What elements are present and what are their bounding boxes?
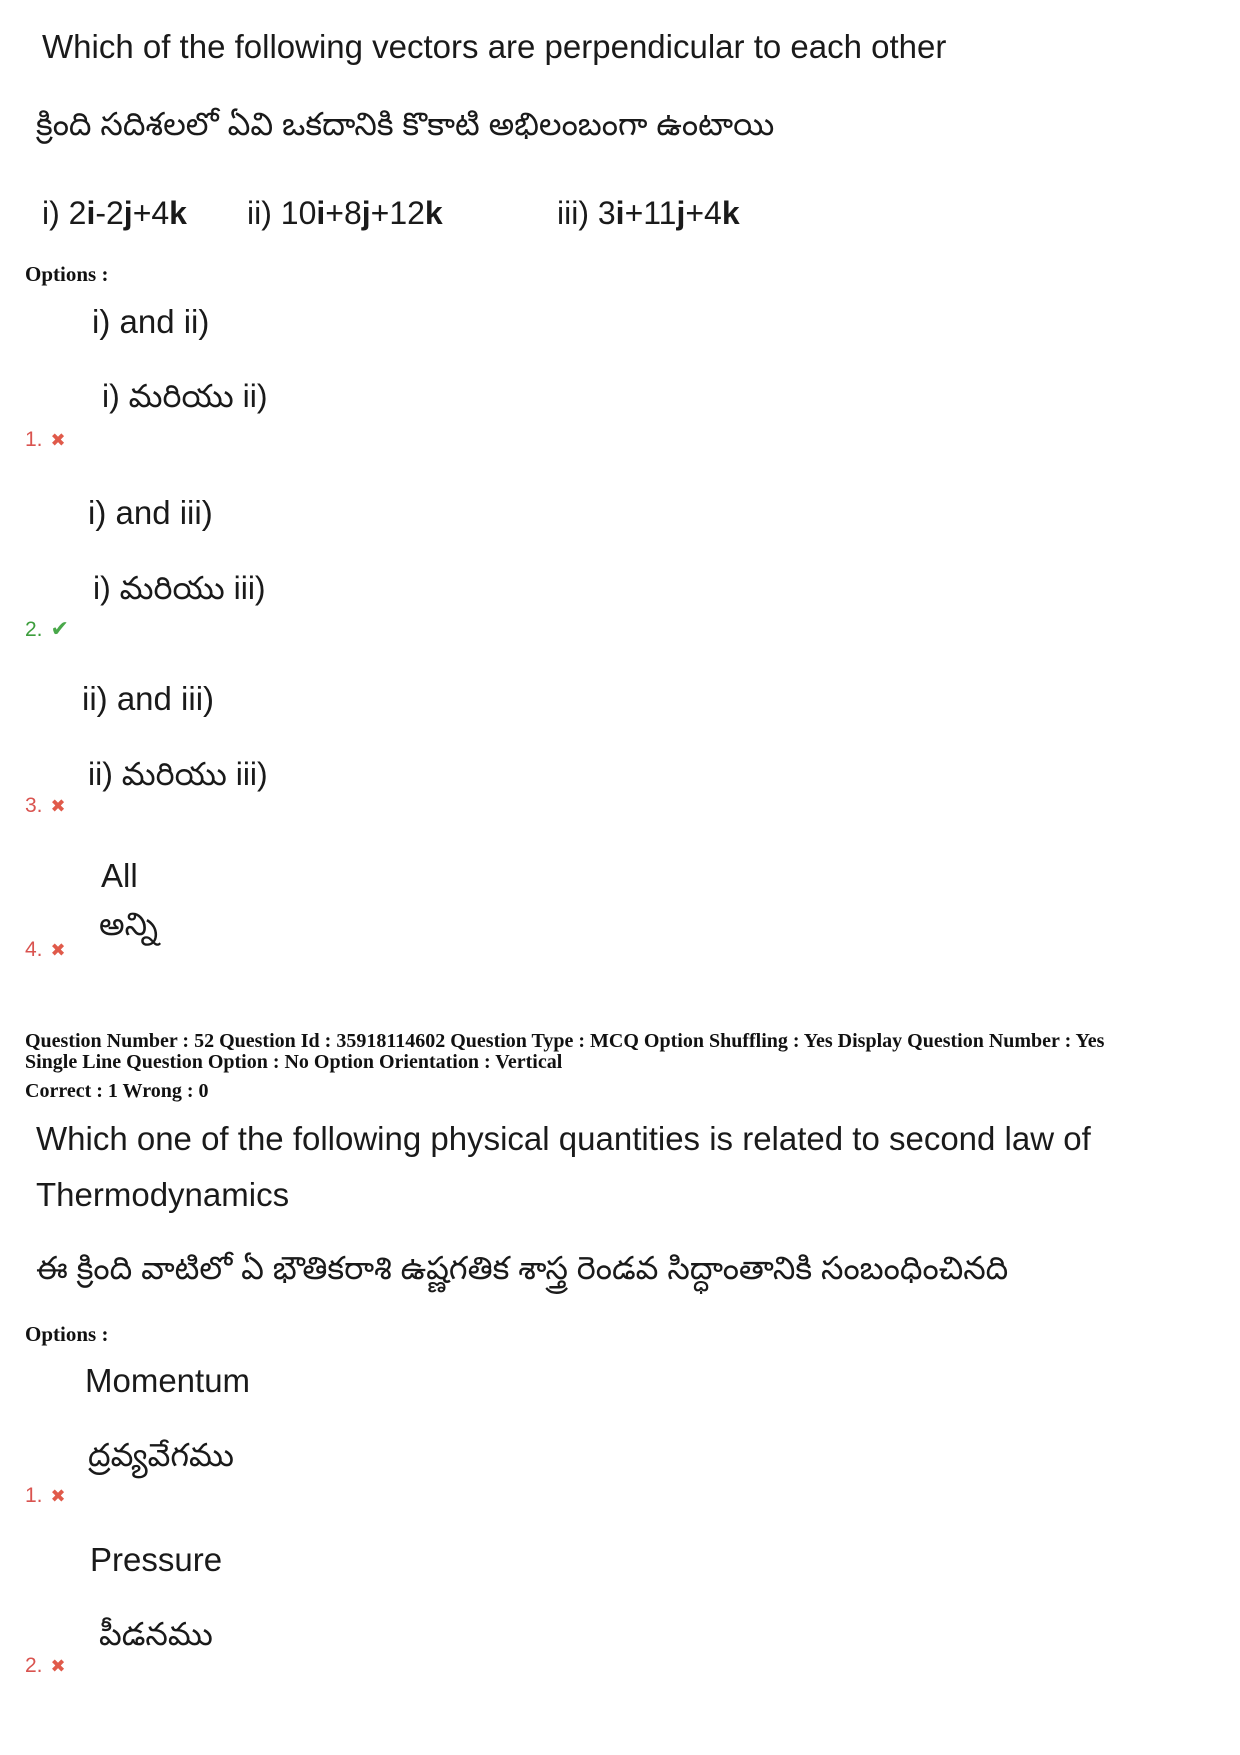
q52-option-1-text-te: ద్రవ్యవేగము (88, 1437, 234, 1473)
option-4-number[interactable]: 4. ✖ (25, 938, 66, 961)
q52-option-2-text-te: పీడనము (99, 1616, 213, 1652)
cross-icon: ✖ (50, 940, 66, 960)
q52-option-2-text-en: Pressure (90, 1541, 223, 1578)
cross-icon: ✖ (50, 430, 66, 450)
option-3-number[interactable]: 3. ✖ (25, 794, 66, 817)
question-text-en-line1: Which one of the following physical quantities is related to second law of (36, 1120, 1091, 1157)
cross-icon: ✖ (50, 1656, 66, 1676)
question-text-te: ఈ క్రింది వాటిలో ఏ భౌతికరాశి ఉష్ణగతిక శాస్త్ర రెండవ సిద్ధాంతానికి సంబంధించినది (36, 1250, 1009, 1286)
vector-1: i) 2i-2j+4k (42, 195, 187, 231)
question-text-en: Which of the following vectors are perpendicular to each other (42, 28, 947, 65)
option-2-number[interactable]: 2. ✔ (25, 616, 69, 641)
option-4-text-en: All (101, 857, 138, 894)
cross-icon: ✖ (50, 796, 66, 816)
options-label: Options : (25, 1322, 109, 1346)
option-1-text-te: i) మరియు ii) (102, 378, 268, 414)
option-1-text-en: i) and ii) (92, 303, 210, 340)
vector-list (42, 195, 187, 232)
option-2-text-te: i) మరియు iii) (93, 570, 266, 606)
question-text-te: క్రింది సదిశలలో ఏవి ఒకదానికి కొకాటి అభిలంబంగా ఉంటాయి (36, 106, 775, 142)
check-icon: ✔ (50, 616, 69, 641)
question-meta-line2: Single Line Question Option : No Option Orientation : Vertical (25, 1051, 563, 1073)
option-2-text-en: i) and iii) (88, 494, 213, 531)
option-1-number[interactable]: 1. ✖ (25, 428, 66, 451)
q52-option-1-text-en: Momentum (85, 1362, 251, 1399)
option-3-text-en: ii) and iii) (82, 680, 215, 717)
question-meta-score: Correct : 1 Wrong : 0 (25, 1080, 209, 1102)
options-label: Options : (25, 262, 109, 286)
cross-icon: ✖ (50, 1486, 66, 1506)
vector-3: iii) 3i+11j+4k (557, 195, 740, 231)
question-meta-line1: Question Number : 52 Question Id : 35918114602 Question Type : MCQ Option Shuffling : Yes Display Question Number : Yes (25, 1030, 1105, 1052)
option-3-text-te: ii) మరియు iii) (88, 756, 268, 792)
q52-option-1-number[interactable]: 1. ✖ (25, 1484, 66, 1507)
vector-2: ii) 10i+8j+12k (247, 195, 443, 231)
option-4-text-te: అన్ని (99, 906, 158, 942)
q52-option-2-number[interactable]: 2. ✖ (25, 1654, 66, 1677)
question-text-en-line2: Thermodynamics (36, 1176, 290, 1213)
